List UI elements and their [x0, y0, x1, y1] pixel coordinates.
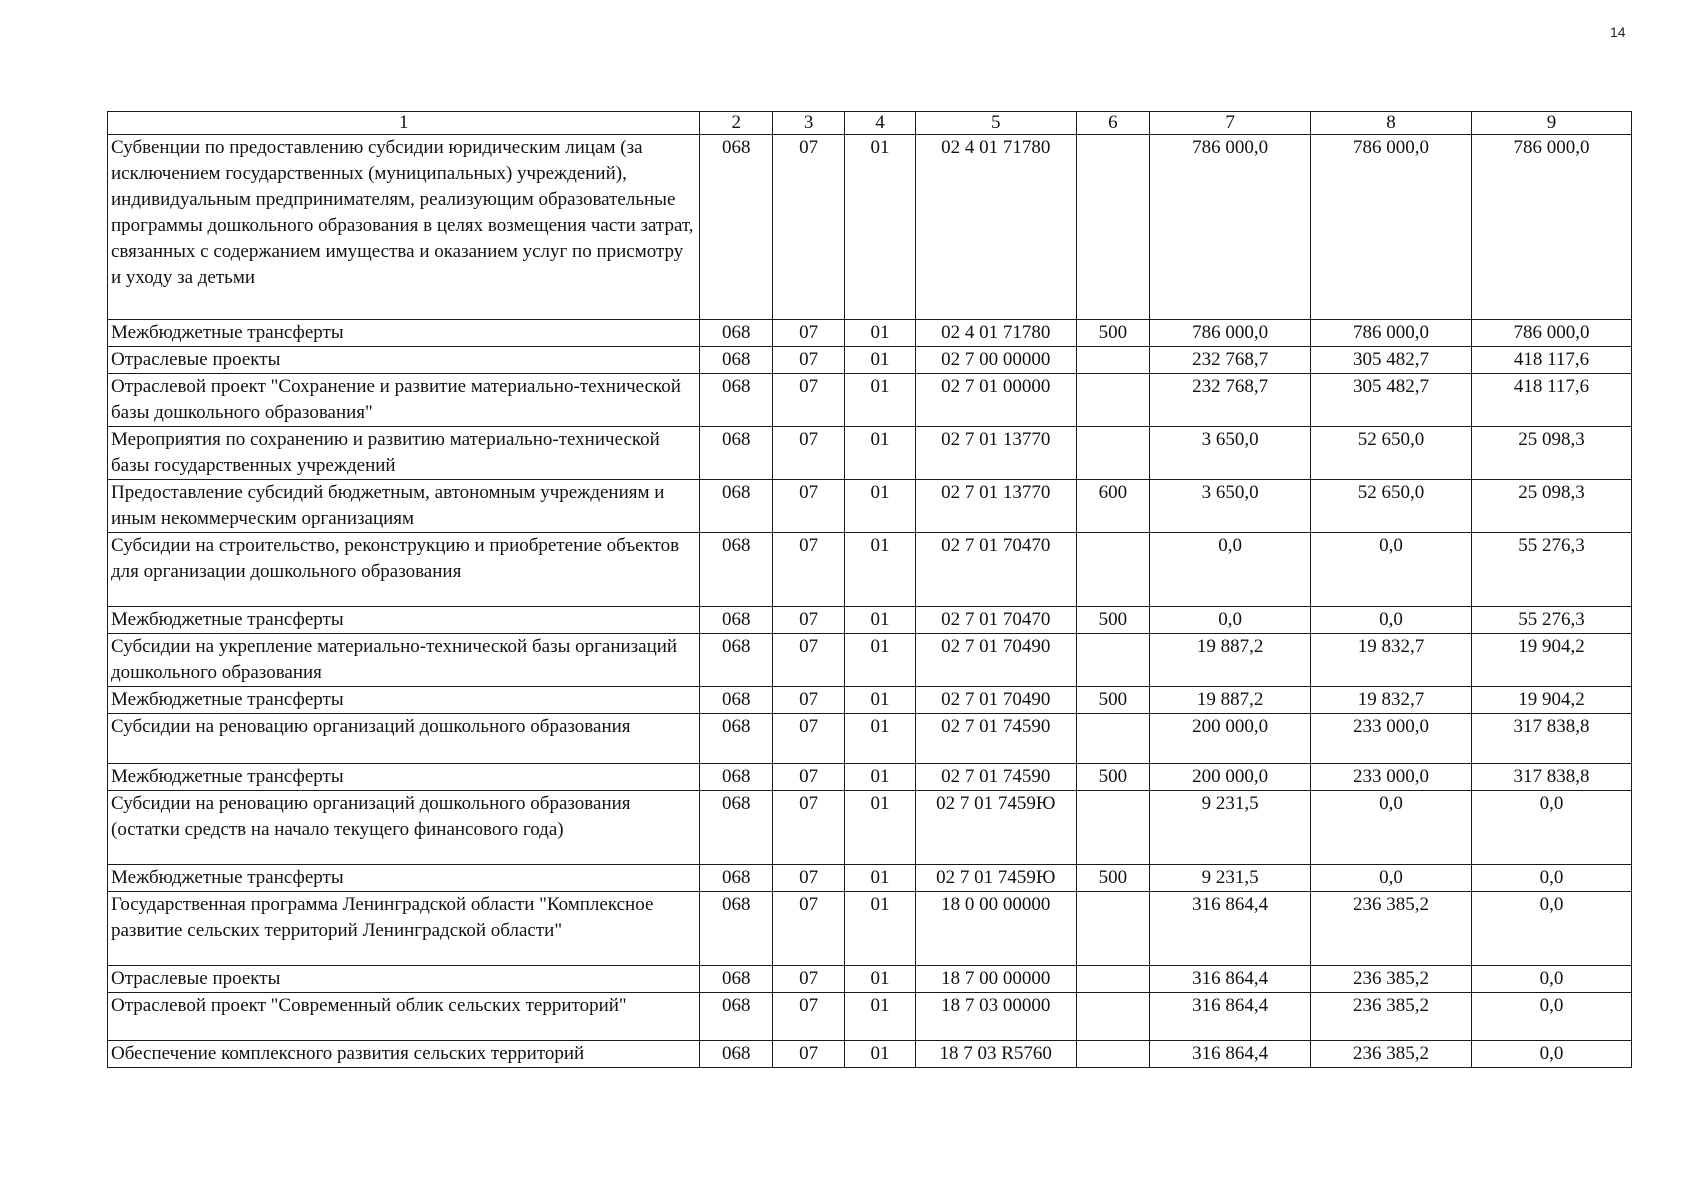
section-code-cell: 07 [772, 374, 844, 427]
target-article-cell: 02 7 01 74590 [915, 764, 1076, 791]
subsection-code-cell: 01 [845, 320, 915, 347]
target-article-cell: 02 7 01 00000 [915, 374, 1076, 427]
section-code-cell: 07 [772, 320, 844, 347]
target-article-cell: 02 7 01 74590 [915, 714, 1076, 764]
amount-year2-cell: 0,0 [1311, 533, 1472, 607]
expense-type-cell [1076, 374, 1149, 427]
amount-year3-cell: 19 904,2 [1471, 634, 1631, 687]
column-header: 9 [1471, 112, 1631, 135]
amount-year3-cell: 418 117,6 [1471, 374, 1631, 427]
table-body [108, 135, 1632, 1068]
subsection-code-cell: 01 [845, 993, 915, 1041]
section-code-cell: 07 [772, 714, 844, 764]
subsection-code-cell: 01 [845, 892, 915, 966]
subsection-code-cell: 01 [845, 347, 915, 374]
target-article-cell: 18 7 00 00000 [915, 966, 1076, 993]
subsection-code-cell: 01 [845, 764, 915, 791]
column-header: 6 [1076, 112, 1149, 135]
amount-year3-cell: 0,0 [1471, 865, 1631, 892]
expense-type-cell [1076, 634, 1149, 687]
section-code-cell: 07 [772, 993, 844, 1041]
expense-type-cell [1076, 791, 1149, 865]
expense-type-cell [1076, 714, 1149, 764]
table-row [108, 993, 1632, 1041]
amount-year2-cell: 0,0 [1311, 791, 1472, 865]
header-row [108, 112, 1632, 135]
budget-table [107, 111, 1632, 1068]
amount-year1-cell: 9 231,5 [1150, 865, 1311, 892]
amount-year3-cell: 0,0 [1471, 966, 1631, 993]
column-header: 5 [915, 112, 1076, 135]
table-row [108, 1041, 1632, 1068]
expense-type-cell: 600 [1076, 480, 1149, 533]
admin-code-cell: 068 [700, 687, 772, 714]
amount-year1-cell: 19 887,2 [1150, 634, 1311, 687]
amount-year2-cell: 236 385,2 [1311, 1041, 1472, 1068]
section-code-cell: 07 [772, 135, 844, 320]
row-name-cell: Субсидии на укрепление материально-технической базы организаций дошкольного образования [108, 634, 700, 687]
subsection-code-cell: 01 [845, 714, 915, 764]
amount-year3-cell: 19 904,2 [1471, 687, 1631, 714]
section-code-cell: 07 [772, 764, 844, 791]
page-number: 14 [1610, 24, 1626, 40]
admin-code-cell: 068 [700, 791, 772, 865]
target-article-cell: 02 7 01 70470 [915, 607, 1076, 634]
row-name-cell: Государственная программа Ленинградской области "Комплексное развитие сельских территорий Ленинградской области" [108, 892, 700, 966]
table-row [108, 714, 1632, 764]
amount-year2-cell: 236 385,2 [1311, 993, 1472, 1041]
row-name-cell: Мероприятия по сохранению и развитию материально-технической базы государственных учреждений [108, 427, 700, 480]
subsection-code-cell: 01 [845, 427, 915, 480]
admin-code-cell: 068 [700, 533, 772, 607]
table-row [108, 634, 1632, 687]
amount-year1-cell: 0,0 [1150, 533, 1311, 607]
amount-year2-cell: 0,0 [1311, 607, 1472, 634]
amount-year3-cell: 317 838,8 [1471, 764, 1631, 791]
amount-year2-cell: 19 832,7 [1311, 634, 1472, 687]
admin-code-cell: 068 [700, 714, 772, 764]
admin-code-cell: 068 [700, 764, 772, 791]
section-code-cell: 07 [772, 347, 844, 374]
amount-year2-cell: 52 650,0 [1311, 427, 1472, 480]
target-article-cell: 02 7 01 70470 [915, 533, 1076, 607]
section-code-cell: 07 [772, 791, 844, 865]
column-header: 3 [772, 112, 844, 135]
amount-year1-cell: 316 864,4 [1150, 892, 1311, 966]
row-name-cell: Отраслевой проект "Сохранение и развитие материально-технической базы дошкольного образования" [108, 374, 700, 427]
admin-code-cell: 068 [700, 427, 772, 480]
amount-year1-cell: 786 000,0 [1150, 320, 1311, 347]
amount-year1-cell: 3 650,0 [1150, 427, 1311, 480]
column-header: 2 [700, 112, 772, 135]
column-header: 4 [845, 112, 915, 135]
expense-type-cell [1076, 427, 1149, 480]
amount-year1-cell: 232 768,7 [1150, 347, 1311, 374]
target-article-cell: 02 7 01 13770 [915, 480, 1076, 533]
amount-year2-cell: 0,0 [1311, 865, 1472, 892]
amount-year3-cell: 0,0 [1471, 1041, 1631, 1068]
amount-year2-cell: 305 482,7 [1311, 347, 1472, 374]
amount-year2-cell: 786 000,0 [1311, 135, 1472, 320]
amount-year1-cell: 3 650,0 [1150, 480, 1311, 533]
amount-year3-cell: 418 117,6 [1471, 347, 1631, 374]
amount-year1-cell: 316 864,4 [1150, 993, 1311, 1041]
table-row [108, 135, 1632, 320]
row-name-cell: Обеспечение комплексного развития сельских территорий [108, 1041, 700, 1068]
section-code-cell: 07 [772, 966, 844, 993]
amount-year3-cell: 25 098,3 [1471, 427, 1631, 480]
expense-type-cell: 500 [1076, 764, 1149, 791]
column-header: 1 [108, 112, 700, 135]
target-article-cell: 02 7 01 70490 [915, 634, 1076, 687]
row-name-cell: Субсидии на строительство, реконструкцию и приобретение объектов для организации дошкольного образования [108, 533, 700, 607]
target-article-cell: 02 7 01 70490 [915, 687, 1076, 714]
section-code-cell: 07 [772, 687, 844, 714]
amount-year3-cell: 786 000,0 [1471, 320, 1631, 347]
subsection-code-cell: 01 [845, 865, 915, 892]
section-code-cell: 07 [772, 865, 844, 892]
subsection-code-cell: 01 [845, 607, 915, 634]
section-code-cell: 07 [772, 427, 844, 480]
admin-code-cell: 068 [700, 865, 772, 892]
expense-type-cell: 500 [1076, 687, 1149, 714]
expense-type-cell [1076, 966, 1149, 993]
expense-type-cell: 500 [1076, 320, 1149, 347]
table-row [108, 687, 1632, 714]
amount-year1-cell: 200 000,0 [1150, 714, 1311, 764]
target-article-cell: 02 4 01 71780 [915, 320, 1076, 347]
amount-year1-cell: 316 864,4 [1150, 1041, 1311, 1068]
expense-type-cell [1076, 347, 1149, 374]
admin-code-cell: 068 [700, 374, 772, 427]
row-name-cell: Предоставление субсидий бюджетным, автономным учреждениям и иным некоммерческим организациям [108, 480, 700, 533]
expense-type-cell [1076, 533, 1149, 607]
subsection-code-cell: 01 [845, 135, 915, 320]
table-row [108, 347, 1632, 374]
amount-year3-cell: 25 098,3 [1471, 480, 1631, 533]
amount-year1-cell: 232 768,7 [1150, 374, 1311, 427]
amount-year1-cell: 200 000,0 [1150, 764, 1311, 791]
amount-year2-cell: 236 385,2 [1311, 966, 1472, 993]
subsection-code-cell: 01 [845, 533, 915, 607]
amount-year3-cell: 317 838,8 [1471, 714, 1631, 764]
amount-year3-cell: 0,0 [1471, 791, 1631, 865]
admin-code-cell: 068 [700, 320, 772, 347]
expense-type-cell [1076, 993, 1149, 1041]
amount-year1-cell: 316 864,4 [1150, 966, 1311, 993]
row-name-cell: Межбюджетные трансферты [108, 865, 700, 892]
section-code-cell: 07 [772, 892, 844, 966]
target-article-cell: 18 7 03 R5760 [915, 1041, 1076, 1068]
expense-type-cell: 500 [1076, 865, 1149, 892]
amount-year2-cell: 786 000,0 [1311, 320, 1472, 347]
table-row [108, 966, 1632, 993]
section-code-cell: 07 [772, 634, 844, 687]
amount-year2-cell: 52 650,0 [1311, 480, 1472, 533]
row-name-cell: Отраслевые проекты [108, 966, 700, 993]
table-row [108, 865, 1632, 892]
amount-year2-cell: 305 482,7 [1311, 374, 1472, 427]
target-article-cell: 02 7 01 13770 [915, 427, 1076, 480]
amount-year3-cell: 0,0 [1471, 993, 1631, 1041]
section-code-cell: 07 [772, 533, 844, 607]
target-article-cell: 02 7 00 00000 [915, 347, 1076, 374]
row-name-cell: Межбюджетные трансферты [108, 320, 700, 347]
expense-type-cell: 500 [1076, 607, 1149, 634]
target-article-cell: 18 7 03 00000 [915, 993, 1076, 1041]
row-name-cell: Межбюджетные трансферты [108, 687, 700, 714]
amount-year3-cell: 55 276,3 [1471, 607, 1631, 634]
amount-year3-cell: 786 000,0 [1471, 135, 1631, 320]
table-row [108, 892, 1632, 966]
amount-year1-cell: 9 231,5 [1150, 791, 1311, 865]
amount-year3-cell: 0,0 [1471, 892, 1631, 966]
row-name-cell: Межбюджетные трансферты [108, 764, 700, 791]
column-header: 8 [1311, 112, 1472, 135]
admin-code-cell: 068 [700, 607, 772, 634]
row-name-cell: Отраслевые проекты [108, 347, 700, 374]
admin-code-cell: 068 [700, 892, 772, 966]
admin-code-cell: 068 [700, 1041, 772, 1068]
section-code-cell: 07 [772, 1041, 844, 1068]
amount-year2-cell: 236 385,2 [1311, 892, 1472, 966]
row-name-cell: Межбюджетные трансферты [108, 607, 700, 634]
amount-year3-cell: 55 276,3 [1471, 533, 1631, 607]
column-header: 7 [1150, 112, 1311, 135]
subsection-code-cell: 01 [845, 480, 915, 533]
table-row [108, 791, 1632, 865]
subsection-code-cell: 01 [845, 966, 915, 993]
admin-code-cell: 068 [700, 347, 772, 374]
subsection-code-cell: 01 [845, 687, 915, 714]
target-article-cell: 02 4 01 71780 [915, 135, 1076, 320]
section-code-cell: 07 [772, 607, 844, 634]
table-row [108, 320, 1632, 347]
row-name-cell: Субсидии на реновацию организаций дошкольного образования [108, 714, 700, 764]
admin-code-cell: 068 [700, 993, 772, 1041]
expense-type-cell [1076, 892, 1149, 966]
amount-year2-cell: 19 832,7 [1311, 687, 1472, 714]
amount-year2-cell: 233 000,0 [1311, 714, 1472, 764]
table-row [108, 764, 1632, 791]
table-row [108, 480, 1632, 533]
expense-type-cell [1076, 135, 1149, 320]
subsection-code-cell: 01 [845, 374, 915, 427]
table-row [108, 374, 1632, 427]
amount-year1-cell: 19 887,2 [1150, 687, 1311, 714]
row-name-cell: Субвенции по предоставлению субсидии юридическим лицам (за исключением государственных (муниципальных) учреждений), индивидуальным предпринимателям, реализующим образовательные программы дошкольного образования в целях возмещения части затрат, связанных с содержанием имущества и оказанием услуг по присмотру и уходу за детьми [108, 135, 700, 320]
row-name-cell: Отраслевой проект "Современный облик сельских территорий" [108, 993, 700, 1041]
amount-year1-cell: 786 000,0 [1150, 135, 1311, 320]
target-article-cell: 02 7 01 7459Ю [915, 791, 1076, 865]
table-row [108, 533, 1632, 607]
amount-year1-cell: 0,0 [1150, 607, 1311, 634]
section-code-cell: 07 [772, 480, 844, 533]
admin-code-cell: 068 [700, 634, 772, 687]
subsection-code-cell: 01 [845, 1041, 915, 1068]
admin-code-cell: 068 [700, 135, 772, 320]
table-row [108, 607, 1632, 634]
row-name-cell: Субсидии на реновацию организаций дошкольного образования (остатки средств на начало текущего финансового года) [108, 791, 700, 865]
amount-year2-cell: 233 000,0 [1311, 764, 1472, 791]
subsection-code-cell: 01 [845, 791, 915, 865]
target-article-cell: 02 7 01 7459Ю [915, 865, 1076, 892]
subsection-code-cell: 01 [845, 634, 915, 687]
admin-code-cell: 068 [700, 480, 772, 533]
table-row [108, 427, 1632, 480]
target-article-cell: 18 0 00 00000 [915, 892, 1076, 966]
expense-type-cell [1076, 1041, 1149, 1068]
admin-code-cell: 068 [700, 966, 772, 993]
